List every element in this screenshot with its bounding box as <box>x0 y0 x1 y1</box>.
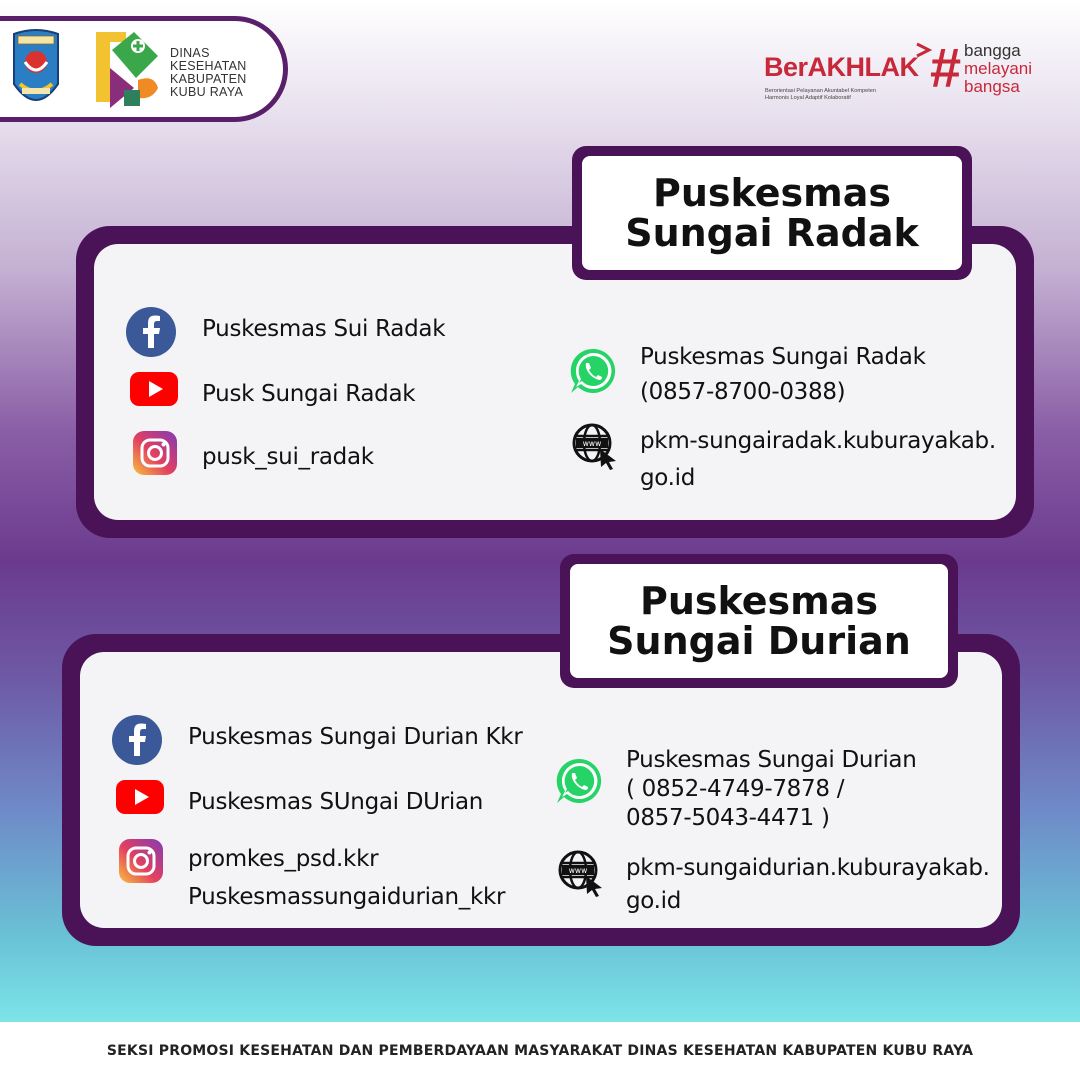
card-title-line: Puskesmas <box>639 579 879 623</box>
facebook-icon[interactable] <box>125 306 177 358</box>
website-line[interactable]: go.id <box>640 465 696 491</box>
website-icon[interactable] <box>572 423 620 471</box>
berakhlak-brand <box>764 36 1054 110</box>
facebook-icon[interactable] <box>111 714 163 766</box>
dinkes-name <box>170 47 280 99</box>
card-title-box <box>572 146 972 280</box>
dinkes-line: KESEHATAN <box>170 59 247 73</box>
tag-line: melayani <box>964 59 1033 78</box>
website-line[interactable]: go.id <box>626 888 682 914</box>
footer-bar <box>0 1022 1080 1080</box>
card-title-box <box>560 554 958 688</box>
instagram-icon[interactable] <box>133 431 177 475</box>
website-label[interactable] <box>626 852 990 918</box>
tag-line: bangsa <box>964 77 1020 96</box>
whatsapp-label[interactable] <box>626 746 917 833</box>
whatsapp-icon[interactable] <box>568 346 618 396</box>
tag-line: bangga <box>964 41 1021 60</box>
svg-text:www: www <box>582 439 602 448</box>
whatsapp-line[interactable]: 0857-5043-4471 ) <box>626 805 830 831</box>
website-line[interactable]: pkm-sungaidurian.kuburayakab. <box>626 855 990 881</box>
kabupaten-emblem-icon <box>8 28 64 116</box>
youtube-icon[interactable] <box>116 780 164 814</box>
dinkes-line: KABUPATEN <box>170 72 247 86</box>
brand-word: BerAKHLAK <box>764 52 919 82</box>
footer-text: SEKSI PROMOSI KESEHATAN DAN PEMBERDAYAAN MASYARAKAT DINAS KESEHATAN KABUPATEN KUBU RAYA <box>106 1043 974 1059</box>
card-title-line: Sungai Durian <box>607 619 911 663</box>
brand-sub-line: Berorientasi Pelayanan Akuntabel Kompeten <box>765 88 877 94</box>
card-title-line: Puskesmas <box>652 171 892 215</box>
card-title-line: Sungai Radak <box>625 211 919 255</box>
youtube-label[interactable]: Pusk Sungai Radak <box>202 381 416 407</box>
whatsapp-line[interactable]: (0857-8700-0388) <box>640 379 846 405</box>
website-icon[interactable] <box>558 850 606 898</box>
instagram-label[interactable] <box>202 444 374 470</box>
whatsapp-label[interactable] <box>640 340 926 410</box>
whatsapp-line[interactable]: Puskesmas Sungai Radak <box>640 344 926 370</box>
whatsapp-icon[interactable] <box>554 756 604 806</box>
dinkes-line: DINAS <box>170 46 210 60</box>
brand-tagline <box>964 42 1032 96</box>
facebook-label[interactable]: Puskesmas Sungai Durian Kkr <box>188 724 523 750</box>
dinkes-line: KUBU RAYA <box>170 85 244 99</box>
whatsapp-line[interactable]: ( 0852-4749-7878 / <box>626 776 845 802</box>
youtube-icon[interactable] <box>130 372 178 406</box>
youtube-label[interactable]: Puskesmas SUngai DUrian <box>188 789 484 815</box>
instagram-line[interactable]: Puskesmassungaidurian_kkr <box>188 884 506 910</box>
svg-text:www: www <box>568 866 588 875</box>
instagram-line[interactable]: promkes_psd.kkr <box>188 846 379 872</box>
instagram-line[interactable]: pusk_sui_radak <box>202 444 374 470</box>
instagram-icon[interactable] <box>119 839 163 883</box>
hashtag-icon: # <box>930 36 962 99</box>
dinkes-logo-icon <box>94 28 160 110</box>
website-line[interactable]: pkm-sungairadak.kuburayakab. <box>640 428 996 454</box>
whatsapp-line[interactable]: Puskesmas Sungai Durian <box>626 747 917 773</box>
instagram-label[interactable] <box>188 840 505 916</box>
brand-sub-line: Harmonis Loyal Adaptif Kolaboratif <box>765 95 851 101</box>
facebook-label[interactable]: Puskesmas Sui Radak <box>202 316 446 342</box>
website-label[interactable] <box>640 423 996 497</box>
brand-subtitle <box>765 88 935 102</box>
